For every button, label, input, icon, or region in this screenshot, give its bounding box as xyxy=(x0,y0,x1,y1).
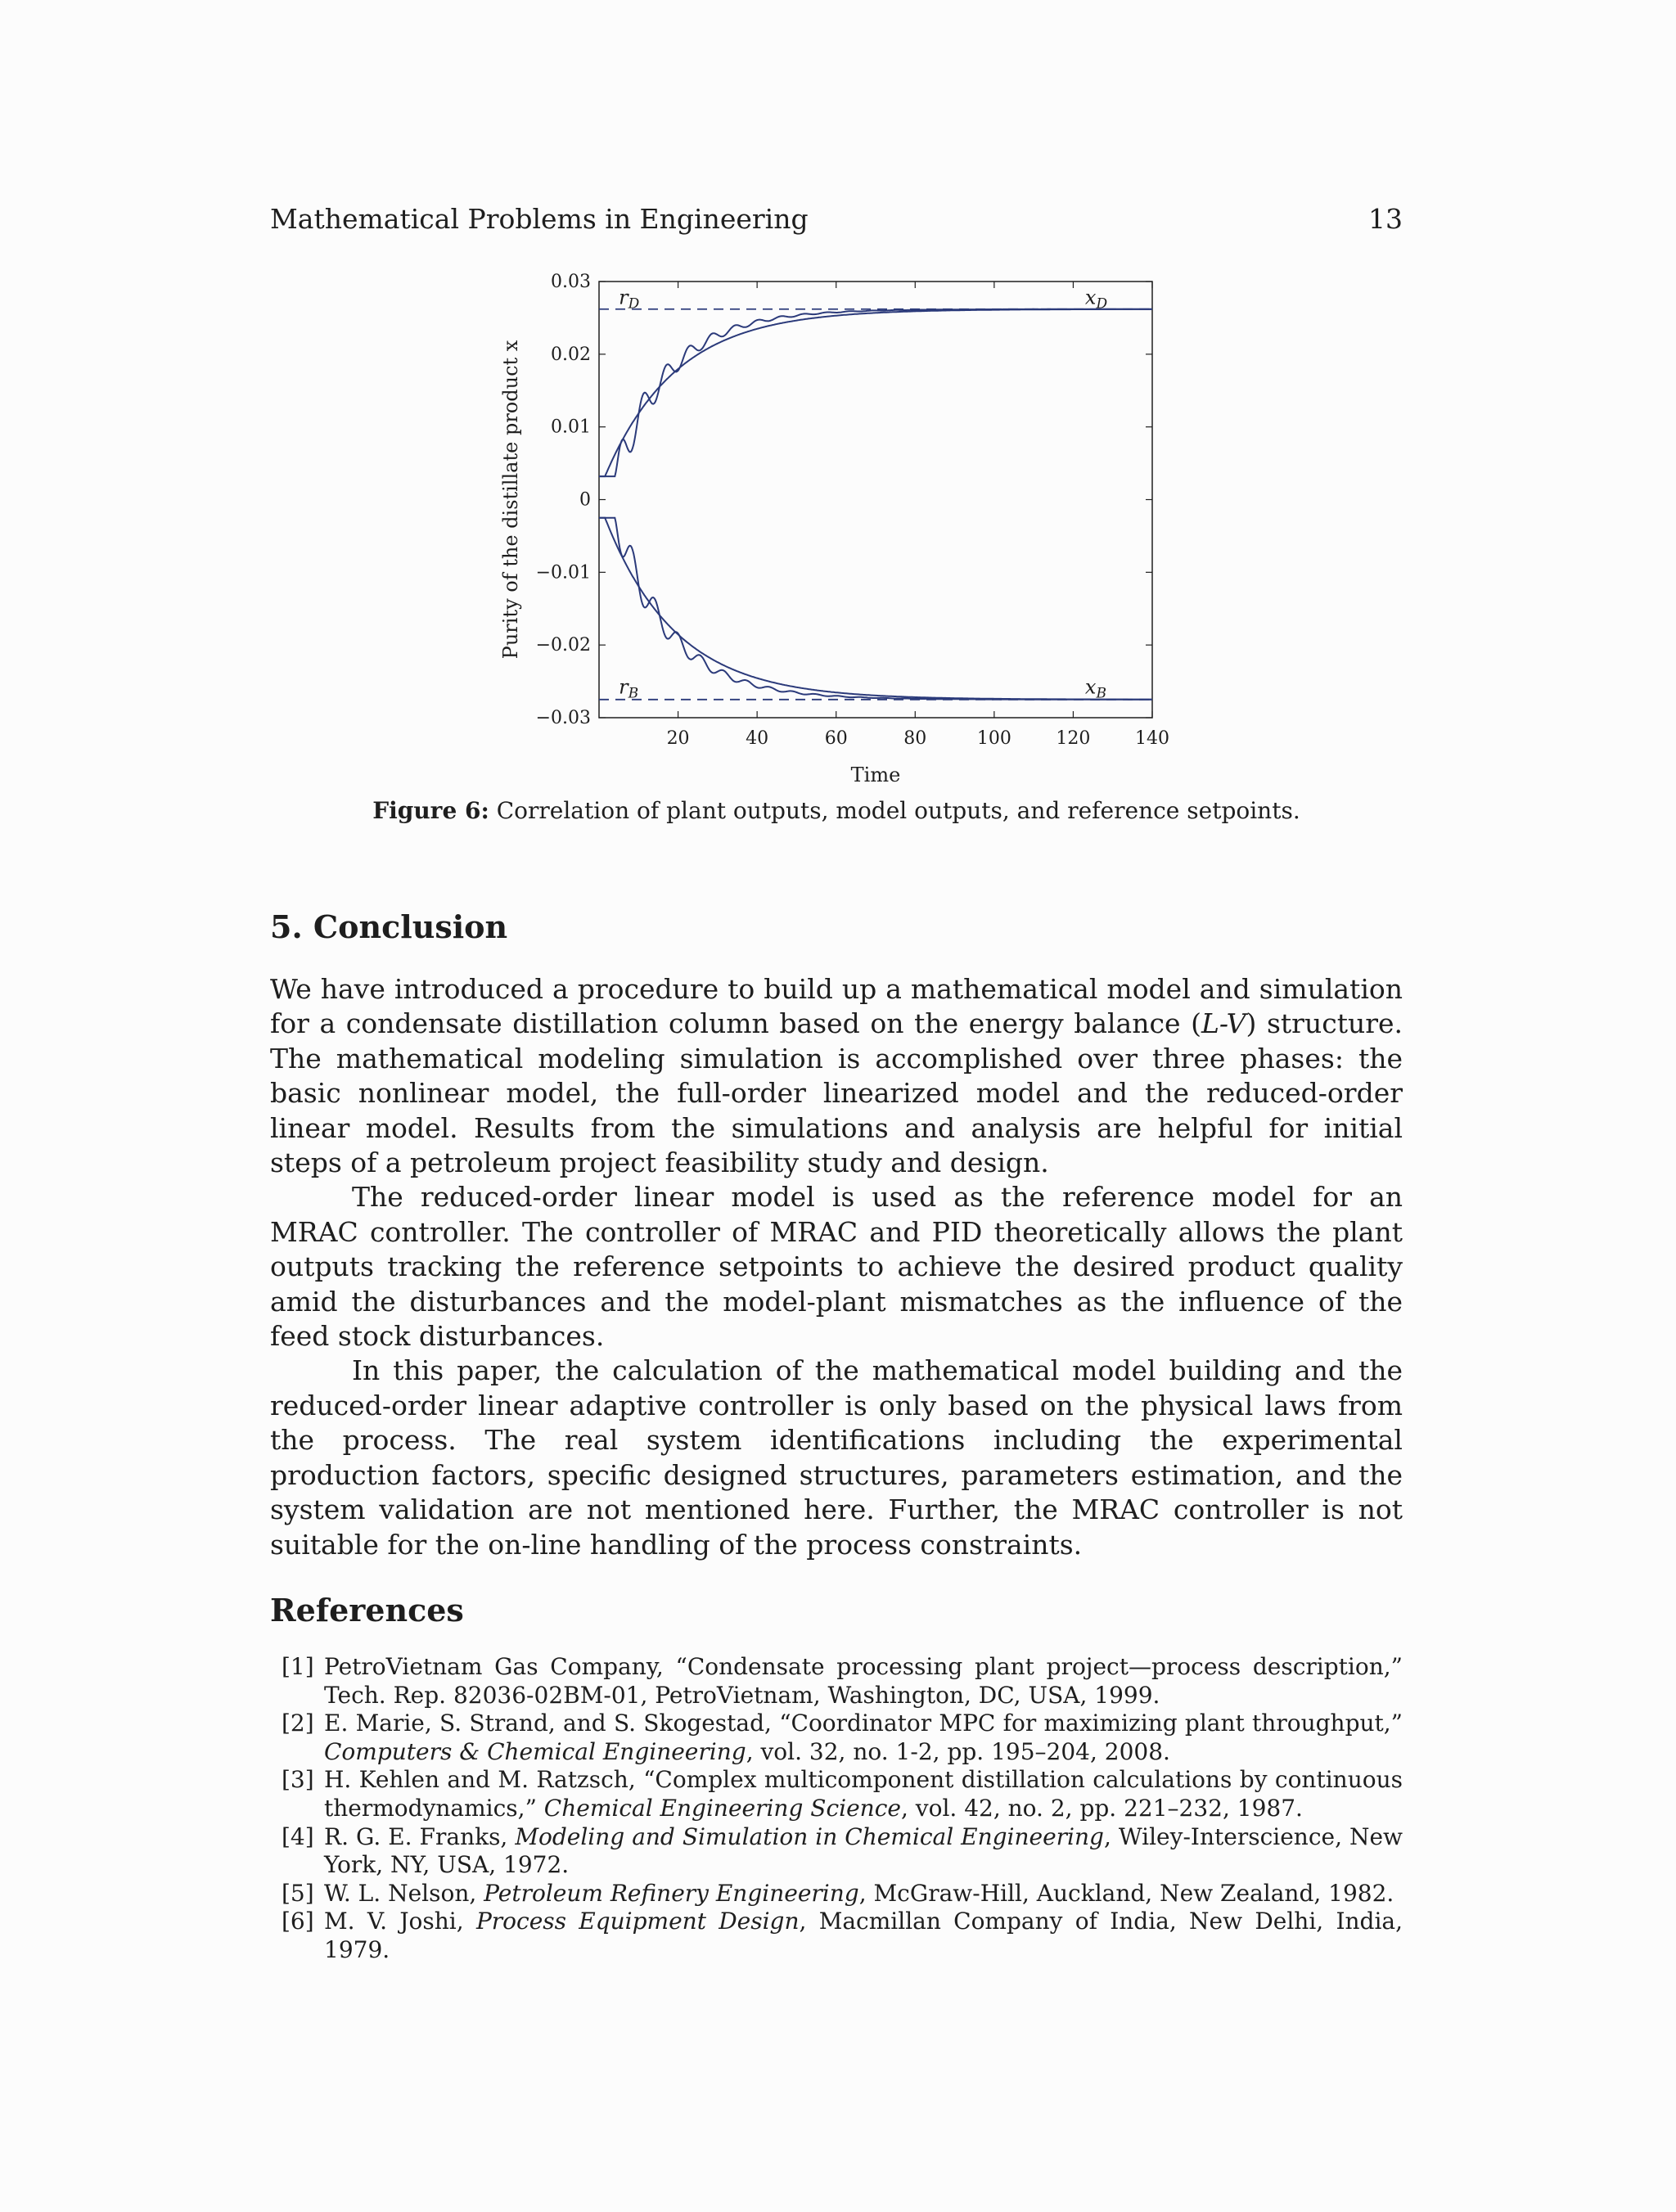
reference-details: , Wiley-Interscience, New York, NY, USA, 1972. xyxy=(324,1822,1403,1879)
series-line-xd-plant-output xyxy=(599,309,1152,476)
running-head xyxy=(270,203,1403,235)
p1-part-b: ) structure. The mathematical modeling simulation is accomplished over three phases: the basic nonlinear model, the full-order linearized model and the reduced-order linear model. Results from the simulations and analysis are helpful for initial steps of a petroleum project feasibility study and design. xyxy=(270,1007,1403,1179)
reference-source: Modeling and Simulation in Chemical Engineering xyxy=(515,1822,1104,1850)
x-axis-label: Time xyxy=(850,764,901,786)
reference-details: , vol. 32, no. 1-2, pp. 195–204, 2008. xyxy=(746,1737,1170,1765)
annotation-rB xyxy=(619,676,638,702)
annotation-base: x xyxy=(1084,675,1097,699)
reference-item xyxy=(270,1766,1403,1822)
reference-source: Petroleum Refinery Engineering xyxy=(484,1879,859,1907)
y-tick-label: −0.01 xyxy=(535,562,591,583)
reference-text: E. Marie, S. Strand, and S. Skogestad, “Coordinator MPC for maximizing plant throughput,” xyxy=(324,1710,1403,1737)
reference-item xyxy=(270,1880,1403,1908)
reference-details: , vol. 42, no. 2, pp. 221–232, 1987. xyxy=(900,1794,1303,1822)
reference-number: [6] xyxy=(282,1908,314,1935)
p1-part-a: We have introduced a procedure to build up a mathematical model and simulation for a condensate distillation column based on the energy balance ( xyxy=(270,973,1403,1040)
reference-number: [5] xyxy=(282,1879,314,1907)
reference-text: M. V. Joshi, xyxy=(324,1908,476,1935)
reference-item xyxy=(270,1823,1403,1880)
conclusion-paragraph-2: The reduced-order linear model is used as the reference model for an MRAC controller. The controller of MRAC and PID theoretically allows the plant outputs tracking the reference setpoints to achieve the desired product quality amid the disturbances and the model-plant mismatches as the influence of the feed stock disturbances. xyxy=(270,1181,1403,1353)
conclusion-body xyxy=(270,972,1403,1562)
conclusion-heading: 5. Conclusion xyxy=(270,908,508,945)
series-line-xb-model-output xyxy=(599,518,1152,700)
reference-source: Process Equipment Design xyxy=(475,1908,800,1935)
annotation-xD xyxy=(1085,286,1108,313)
conclusion-paragraph-1 xyxy=(270,972,1403,1180)
y-tick-label: 0.01 xyxy=(551,417,591,438)
x-tick-label: 60 xyxy=(824,728,848,749)
reference-number: [3] xyxy=(282,1766,314,1794)
conclusion-paragraph-3: In this paper, the calculation of the mathematical model building and the reduced-order linear adaptive controller is only based on the physical laws from the process. The real system identifications including the experimental production factors, specific designed structures, parameters estimation, and the system validation are not mentioned here. Further, the MRAC controller is not suitable for the on-line handling of the process constraints. xyxy=(270,1354,1403,1561)
reference-text: W. L. Nelson, xyxy=(324,1879,484,1907)
annotation-rD xyxy=(619,286,639,313)
reference-number: [2] xyxy=(282,1710,314,1737)
reference-text: R. G. E. Franks, xyxy=(324,1822,516,1850)
annotation-subscript: B xyxy=(1096,685,1106,702)
reference-item xyxy=(270,1653,1403,1710)
x-tick-label: 20 xyxy=(666,728,690,749)
reference-details: , McGraw-Hill, Auckland, New Zealand, 1982. xyxy=(858,1879,1394,1907)
annotation-subscript: D xyxy=(1096,295,1108,313)
figure-caption xyxy=(270,797,1403,824)
journal-title: Mathematical Problems in Engineering xyxy=(270,203,809,235)
reference-number: [4] xyxy=(282,1822,314,1850)
plot-frame xyxy=(599,282,1152,718)
annotation-xB xyxy=(1085,676,1106,702)
annotation-subscript: B xyxy=(628,685,639,702)
page-number: 13 xyxy=(1368,203,1403,235)
annotation-base: r xyxy=(619,286,628,309)
x-tick-label: 120 xyxy=(1056,728,1091,749)
x-tick-label: 80 xyxy=(903,728,927,749)
reference-details: , Macmillan Company of India, New Delhi, India, 1979. xyxy=(324,1908,1403,1963)
p1-math: L-V xyxy=(1201,1007,1246,1040)
x-tick-label: 100 xyxy=(976,728,1011,749)
x-tick-label: 140 xyxy=(1135,728,1169,749)
figure-caption-label: Figure 6: xyxy=(372,797,489,824)
reference-source: Chemical Engineering Science xyxy=(543,1794,901,1822)
y-tick-label: 0.03 xyxy=(551,272,591,292)
y-axis-label: Purity of the distillate product x xyxy=(499,340,522,660)
x-tick-label: 40 xyxy=(746,728,769,749)
reference-text: PetroVietnam Gas Company, “Condensate processing plant project—process description,” Tech. Rep. 82036-02BM-01, PetroVietnam, Washington, DC, USA, 1999. xyxy=(324,1653,1403,1709)
series-line-xb-plant-output xyxy=(599,518,1152,700)
reference-text: H. Kehlen and M. Ratzsch, “Complex multicomponent distillation calculations by continuous thermodynamics,” xyxy=(324,1766,1403,1822)
annotation-base: x xyxy=(1084,286,1097,309)
series-line-xd-model-output xyxy=(599,309,1152,476)
y-tick-label: −0.02 xyxy=(535,635,591,656)
annotation-subscript: D xyxy=(628,295,640,313)
figure-6-chart xyxy=(491,262,1178,786)
y-tick-label: 0.02 xyxy=(551,344,591,365)
reference-list xyxy=(270,1653,1403,1965)
reference-item xyxy=(270,1908,1403,1964)
annotation-base: r xyxy=(619,675,628,699)
reference-item xyxy=(270,1710,1403,1766)
y-tick-label: −0.03 xyxy=(535,708,591,728)
references-heading: References xyxy=(270,1592,464,1629)
y-tick-label: 0 xyxy=(579,489,591,511)
figure-caption-text: Correlation of plant outputs, model outputs, and reference setpoints. xyxy=(489,797,1300,824)
reference-source: Computers & Chemical Engineering xyxy=(324,1737,746,1765)
reference-number: [1] xyxy=(282,1653,314,1680)
